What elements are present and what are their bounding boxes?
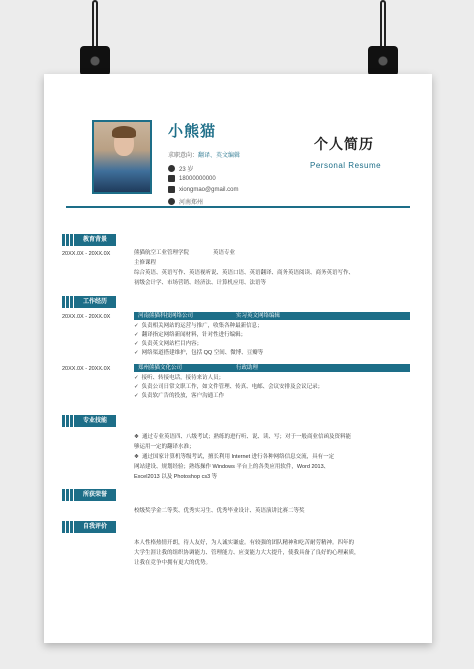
job-1-company: 河南熊猫科技网络公司 xyxy=(138,313,194,319)
course-list-1: 综合英语、英语写作、英语视听说、英语口语、英语翻译、商务英语阅读、商务英语写作、 xyxy=(134,270,355,276)
mail-icon xyxy=(168,186,175,193)
age-row xyxy=(168,164,193,173)
email-text: xiongmao@gmail.com xyxy=(179,186,239,193)
skill-text: 通过国家计算机等级考试，擅长利用 Internet 进行各种网络信息交流，具有一定 xyxy=(141,454,335,460)
section-honors-label: 所获荣誉 xyxy=(74,489,116,501)
job-2-bullet xyxy=(134,374,224,382)
check-icon: ✓ xyxy=(134,341,139,347)
person-icon xyxy=(168,165,175,172)
email-row xyxy=(168,186,238,193)
job-2-bullet-text: 负责软广告的投放，客户沟通工作 xyxy=(141,393,225,399)
binder-clip-left xyxy=(80,0,110,80)
intent-label: 求职意向： xyxy=(168,153,199,159)
skill-line: Excel2013 以及 Photoshop cs3 等 xyxy=(134,474,218,480)
course-list-2: 初级会计学、市场营销、经济法、计算机应用、法语等 xyxy=(134,280,267,286)
section-education-header xyxy=(62,234,116,246)
check-icon: ✓ xyxy=(134,375,139,381)
phone-icon xyxy=(168,175,175,182)
check-icon: ✓ xyxy=(134,350,139,356)
job-1-bullet-text: 负责相关网站的运营与推广，收集各种最新信息； xyxy=(141,323,263,329)
job-2-role: 行政助理 xyxy=(236,365,259,371)
resume-paper xyxy=(44,74,432,643)
section-skills-label: 专业技能 xyxy=(74,415,116,427)
location-text: 河南郑州 xyxy=(179,200,204,206)
section-education-label: 教育背景 xyxy=(74,234,116,246)
job-2-bullet-text: 负责公司日常文职工作，如文件管理、传真、电邮、会议安排及会议记录； xyxy=(141,384,324,390)
school-name: 熊猫航空工业管理学院 xyxy=(134,250,190,256)
job-1-bullet-text: 负责英文网站栏目内容； xyxy=(141,341,203,347)
job-1-bullet xyxy=(134,331,246,339)
job-1-bullet xyxy=(134,340,202,348)
check-icon: ✓ xyxy=(134,393,139,399)
section-self-eval-header xyxy=(62,521,116,533)
location-pin-icon xyxy=(168,198,175,205)
job-1-bullet-text: 网络渠道搭建维护，包括 QQ 空间、微博、豆瓣等 xyxy=(141,350,264,356)
header-divider xyxy=(66,206,410,208)
skill-line xyxy=(134,453,334,461)
diamond-icon: ❖ xyxy=(134,434,139,440)
job-1-bullet xyxy=(134,322,263,330)
skill-text: 通过专业英语四、八级考试；熟练的进行听、说、读、写；对于一般商业信函及资料能 xyxy=(141,434,351,440)
job-2-date: 20XX.0X - 20XX.0X xyxy=(62,366,111,372)
self-eval-line: 让我在竞争中拥有更大的优势。 xyxy=(134,560,212,566)
section-work-header xyxy=(62,296,116,308)
job-2-bullet-text: 接听、转接电话，接待来访人员； xyxy=(141,375,225,381)
skill-line: 网站建设、规划经验；熟练操作 Windows 平台上的各类应用软件，Word 2013、 xyxy=(134,464,330,470)
diamond-icon: ❖ xyxy=(134,454,139,460)
section-self-eval-label: 自我评价 xyxy=(74,521,116,533)
course-title: 主修课程 xyxy=(134,260,157,266)
job-2-bullet xyxy=(134,383,323,391)
section-honors-header xyxy=(62,489,116,501)
job-2-bar xyxy=(134,364,410,372)
honors-text: 校级奖学金二等奖、优秀实习生、优秀毕业设计、英语演讲比赛二等奖 xyxy=(134,508,305,514)
job-1-bullet xyxy=(134,349,263,357)
age-text: 23 岁 xyxy=(179,167,194,173)
job-1-bullet-text: 翻译指定网络新闻材料，针对性进行编辑； xyxy=(141,332,247,338)
location-row xyxy=(168,197,203,206)
check-icon: ✓ xyxy=(134,332,139,338)
phone-text: 18000000000 xyxy=(179,175,216,182)
education-school-row xyxy=(134,249,235,257)
job-2-company: 郑州熊猫文化公司 xyxy=(138,365,183,371)
major-name: 英语专业 xyxy=(213,250,236,256)
skill-line: 够运用一定的翻译水准； xyxy=(134,444,195,450)
self-eval-line: 大学生涯让我的组织协调能力、管理能力、应变能力大大提升，使我具备了良好的心理素质， xyxy=(134,550,360,556)
resume-title-en: Personal Resume xyxy=(310,161,382,170)
section-skills-header xyxy=(62,415,116,427)
profile-photo xyxy=(92,120,152,194)
check-icon: ✓ xyxy=(134,384,139,390)
self-eval-line: 本人性格热情开朗，待人友好，为人诚实谦虚。有较强的团队精神和吃苦耐劳精神。四年的 xyxy=(134,540,355,546)
section-work-label: 工作经历 xyxy=(74,296,116,308)
resume-title: 个人简历 xyxy=(314,136,374,152)
education-date: 20XX.0X - 20XX.0X xyxy=(62,251,111,257)
job-intent xyxy=(168,150,240,159)
phone-row xyxy=(168,175,216,182)
skill-line xyxy=(134,433,351,441)
job-2-bullet xyxy=(134,392,224,400)
binder-clip-right xyxy=(368,0,398,80)
candidate-name: 小熊猫 xyxy=(168,123,217,140)
check-icon: ✓ xyxy=(134,323,139,329)
intent-value: 翻译、英文编辑 xyxy=(198,153,241,159)
job-1-role: 实习英文网络编辑 xyxy=(236,313,281,319)
job-1-bar xyxy=(134,312,410,320)
job-1-date: 20XX.0X - 20XX.0X xyxy=(62,314,111,320)
